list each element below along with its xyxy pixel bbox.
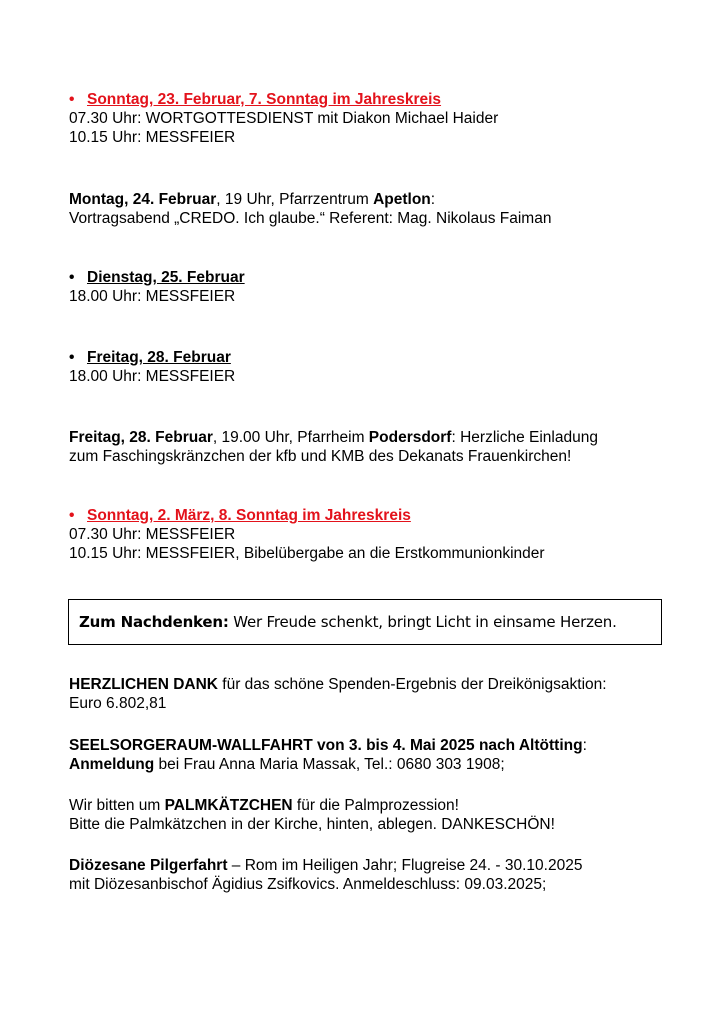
pilgrimage-title: SEELSORGERAUM-WALLFAHRT von 3. bis 4. Mai 2025 nach Altötting: (69, 737, 587, 754)
diocesan-pilgrimage-section (69, 856, 689, 894)
schedule-line: 07.30 Uhr: WORTGOTTESDIENST mit Diakon Michael Haider (69, 110, 499, 127)
friday-event-description: zum Faschingskränzchen der kfb und KMB des Dekanats Frauenkirchen! (69, 448, 572, 465)
friday-feb-28-section (69, 348, 689, 386)
diocesan-pilgrimage-details: mit Diözesanbischof Ägidius Zsifkovics. Anmeldeschluss: 09.03.2025; (69, 876, 547, 893)
tuesday-feb-25-section (69, 268, 689, 306)
sunday-feb-23-heading: • Sonntag, 23. Februar, 7. Sonntag im Jahreskreis (69, 91, 442, 108)
reflection-box (68, 599, 662, 645)
pilgrimage-section (69, 736, 689, 774)
diocesan-pilgrimage-title: Diözesane Pilgerfahrt – Rom im Heiligen Jahr; Flugreise 24. - 30.10.2025 (69, 857, 583, 874)
sunday-mar-2-heading: • Sonntag, 2. März, 8. Sonntag im Jahreskreis (69, 507, 411, 524)
palms-instructions: Bitte die Palmkätzchen in der Kirche, hinten, ablegen. DANKESCHÖN! (69, 816, 555, 833)
schedule-line: 18.00 Uhr: MESSFEIER (69, 368, 236, 385)
tuesday-feb-25-heading: • Dienstag, 25. Februar (69, 269, 245, 286)
donation-amount: Euro 6.802,81 (69, 695, 167, 712)
bullet-icon: • (69, 91, 75, 108)
palms-section (69, 796, 689, 834)
monday-event-section (69, 190, 689, 228)
schedule-line: 10.15 Uhr: MESSFEIER (69, 129, 236, 146)
reflection-text: Zum Nachdenken: Wer Freude schenkt, bringt Licht in einsame Herzen. (79, 613, 617, 631)
palms-request: Wir bitten um PALMKÄTZCHEN für die Palmprozession! (69, 797, 459, 814)
sunday-feb-23-section (69, 90, 689, 147)
thanks-line: HERZLICHEN DANK für das schöne Spenden-Ergebnis der Dreikönigsaktion: (69, 676, 607, 693)
friday-event-section (69, 428, 689, 466)
thanks-section (69, 675, 689, 713)
bullet-icon: • (69, 269, 75, 286)
pilgrimage-registration: Anmeldung bei Frau Anna Maria Massak, Tel.: 0680 303 1908; (69, 756, 505, 773)
bullet-icon: • (69, 507, 75, 524)
monday-event-line: Montag, 24. Februar, 19 Uhr, Pfarrzentrum Apetlon: (69, 191, 436, 208)
friday-event-line: Freitag, 28. Februar, 19.00 Uhr, Pfarrheim Podersdorf: Herzliche Einladung (69, 429, 598, 446)
bullet-icon: • (69, 349, 75, 366)
sunday-mar-2-section (69, 506, 689, 563)
friday-feb-28-heading: • Freitag, 28. Februar (69, 349, 231, 366)
schedule-line: 07.30 Uhr: MESSFEIER (69, 526, 236, 543)
schedule-line: 10.15 Uhr: MESSFEIER, Bibelübergabe an die Erstkommunionkinder (69, 545, 545, 562)
monday-event-description: Vortragsabend „CREDO. Ich glaube.“ Referent: Mag. Nikolaus Faiman (69, 210, 552, 227)
schedule-line: 18.00 Uhr: MESSFEIER (69, 288, 236, 305)
